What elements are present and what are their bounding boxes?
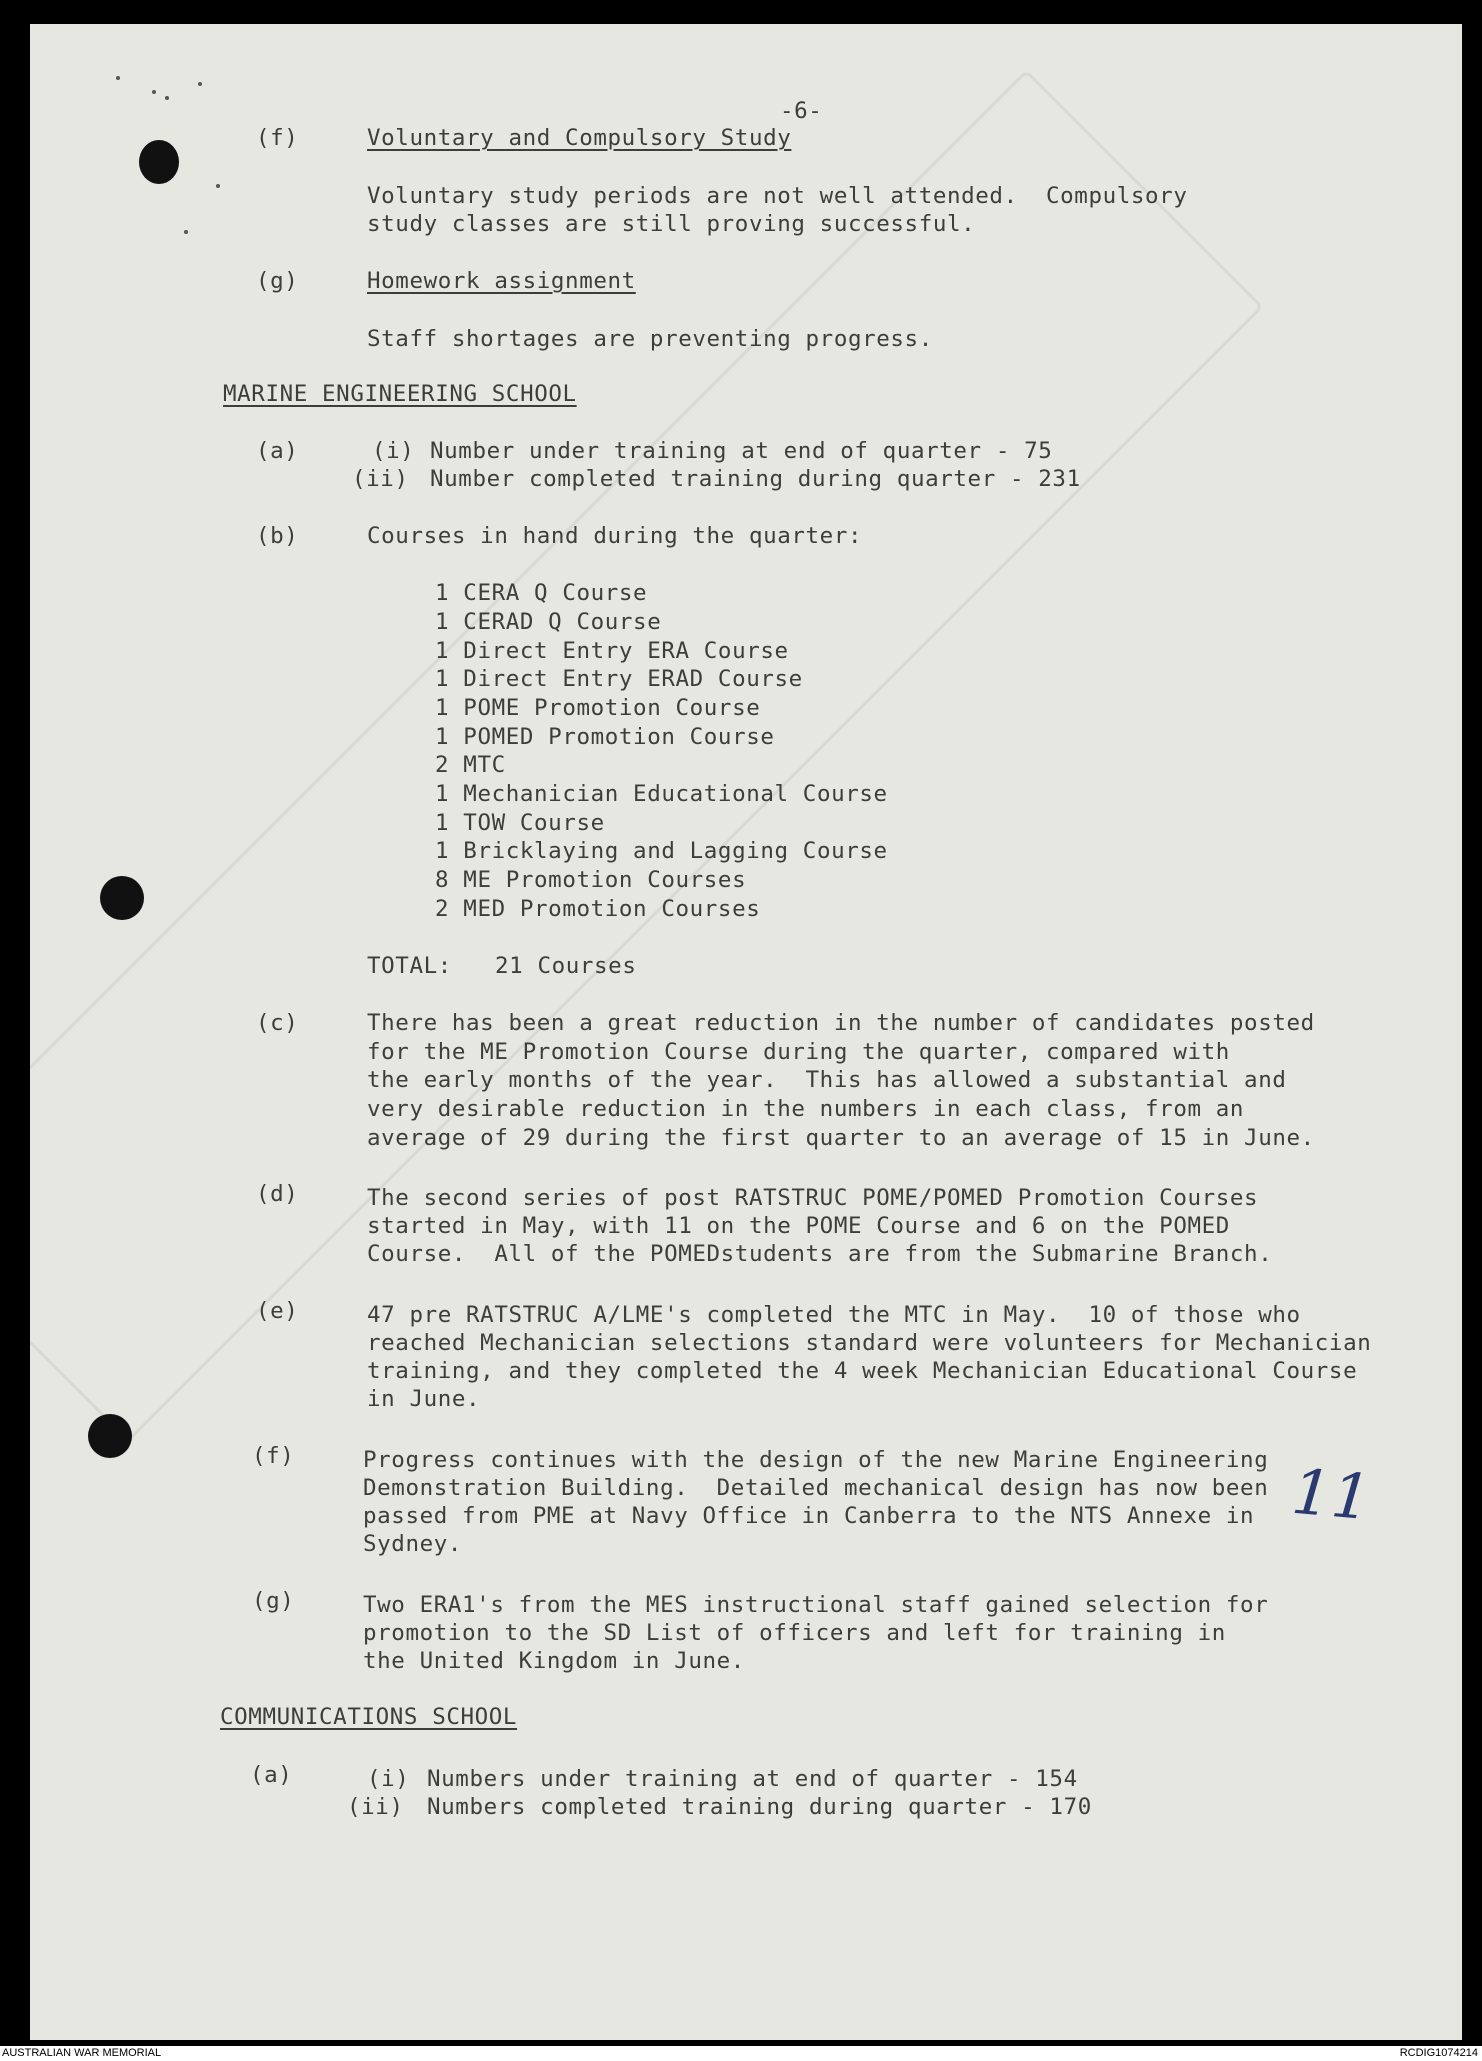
section-title: Voluntary and Compulsory Study (367, 125, 792, 151)
item-label: (f) (252, 1443, 295, 1469)
paper-mark (198, 82, 202, 86)
paragraph-line: training, and they completed the 4 week Mechanician Educational Course (367, 1358, 1358, 1384)
paper-mark (116, 76, 120, 80)
archive-footer (0, 2046, 1482, 2061)
section-label: (g) (256, 268, 299, 294)
paragraph-line: 47 pre RATSTRUC A/LME's completed the MTC in May. 10 of those who (367, 1302, 1301, 1328)
footer-id: RCDIG1074214 (1399, 2047, 1478, 2059)
paragraph-line: Staff shortages are preventing progress. (367, 326, 933, 352)
stat-line: Numbers completed training during quarter - 170 (427, 1794, 1092, 1820)
paper-mark (165, 96, 169, 100)
paper-mark (216, 184, 220, 188)
paragraph-line: the early months of the year. This has allowed a substantial and (367, 1067, 1287, 1093)
sub-label: (i) (367, 1766, 410, 1792)
item-label: (a) (256, 438, 299, 464)
item-label: (a) (250, 1762, 293, 1788)
item-label: (b) (256, 523, 299, 549)
list-item: 1 TOW Course (435, 810, 605, 836)
punch-hole-top (139, 140, 179, 184)
paragraph-line: Courses in hand during the quarter: (367, 523, 863, 549)
list-item: 1 CERAD Q Course (435, 609, 662, 635)
item-label: (g) (252, 1588, 295, 1614)
paragraph-line: Two ERA1's from the MES instructional staff gained selection for (363, 1592, 1269, 1618)
sub-label: (i) (372, 438, 415, 464)
paragraph-line: Sydney. (363, 1531, 463, 1557)
paper-mark (152, 90, 156, 94)
list-item: 8 ME Promotion Courses (435, 867, 747, 893)
stat-line: Number completed training during quarter - 231 (430, 466, 1081, 492)
section-title: Homework assignment (367, 268, 636, 294)
paragraph-line: Demonstration Building. Detailed mechanical design has now been (363, 1475, 1269, 1501)
paragraph-line: started in May, with 11 on the POME Course and 6 on the POMED (367, 1213, 1230, 1239)
punch-hole-middle (100, 876, 144, 920)
page-number: -6- (780, 98, 823, 124)
footer-source: AUSTRALIAN WAR MEMORIAL (2, 2047, 162, 2059)
paragraph-line: for the ME Promotion Course during the quarter, compared with (367, 1039, 1230, 1065)
list-item: 1 Direct Entry ERA Course (435, 638, 789, 664)
list-item: 1 POME Promotion Course (435, 695, 761, 721)
paragraph-line: the United Kingdom in June. (363, 1648, 745, 1674)
total-label: TOTAL: (367, 953, 452, 979)
sub-label: (ii) (352, 466, 409, 492)
paragraph-line: average of 29 during the first quarter to an average of 15 in June. (367, 1125, 1315, 1151)
list-item: 1 Bricklaying and Lagging Course (435, 838, 888, 864)
paragraph-line: Voluntary study periods are not well attended. Compulsory (367, 183, 1188, 209)
paragraph-line: promotion to the SD List of officers and left for training in (363, 1620, 1226, 1646)
paragraph-line: The second series of post RATSTRUC POME/POMED Promotion Courses (367, 1185, 1259, 1211)
section-heading: COMMUNICATIONS SCHOOL (220, 1704, 518, 1730)
total-value: 21 Courses (495, 953, 637, 979)
item-label: (e) (256, 1298, 299, 1324)
section-label: (f) (256, 125, 299, 151)
paragraph-line: Progress continues with the design of the new Marine Engineering (363, 1447, 1269, 1473)
stat-line: Number under training at end of quarter - 75 (430, 438, 1053, 464)
sub-label: (ii) (347, 1794, 404, 1820)
paper-mark (184, 230, 188, 234)
paragraph-line: study classes are still proving successful. (367, 211, 976, 237)
paragraph-line: very desirable reduction in the numbers in each class, from an (367, 1096, 1245, 1122)
paragraph-line: passed from PME at Navy Office in Canberra to the NTS Annexe in (363, 1503, 1255, 1529)
item-label: (d) (256, 1181, 299, 1207)
document-page (30, 24, 1462, 2040)
handwritten-mark: 11 (1288, 1454, 1374, 1535)
paragraph-line: Course. All of the POMEDstudents are from the Submarine Branch. (367, 1241, 1273, 1267)
section-heading: MARINE ENGINEERING SCHOOL (223, 381, 577, 407)
list-item: 2 MTC (435, 752, 506, 778)
list-item: 1 Direct Entry ERAD Course (435, 666, 803, 692)
item-label: (c) (256, 1010, 299, 1036)
paragraph-line: in June. (367, 1386, 481, 1412)
list-item: 2 MED Promotion Courses (435, 896, 761, 922)
list-item: 1 Mechanician Educational Course (435, 781, 888, 807)
paragraph-line: reached Mechanician selections standard were volunteers for Mechanician (367, 1330, 1372, 1356)
stat-line: Numbers under training at end of quarter - 154 (427, 1766, 1078, 1792)
punch-hole-bottom (88, 1414, 132, 1458)
list-item: 1 POMED Promotion Course (435, 724, 775, 750)
list-item: 1 CERA Q Course (435, 580, 648, 606)
paragraph-line: There has been a great reduction in the number of candidates posted (367, 1010, 1315, 1036)
